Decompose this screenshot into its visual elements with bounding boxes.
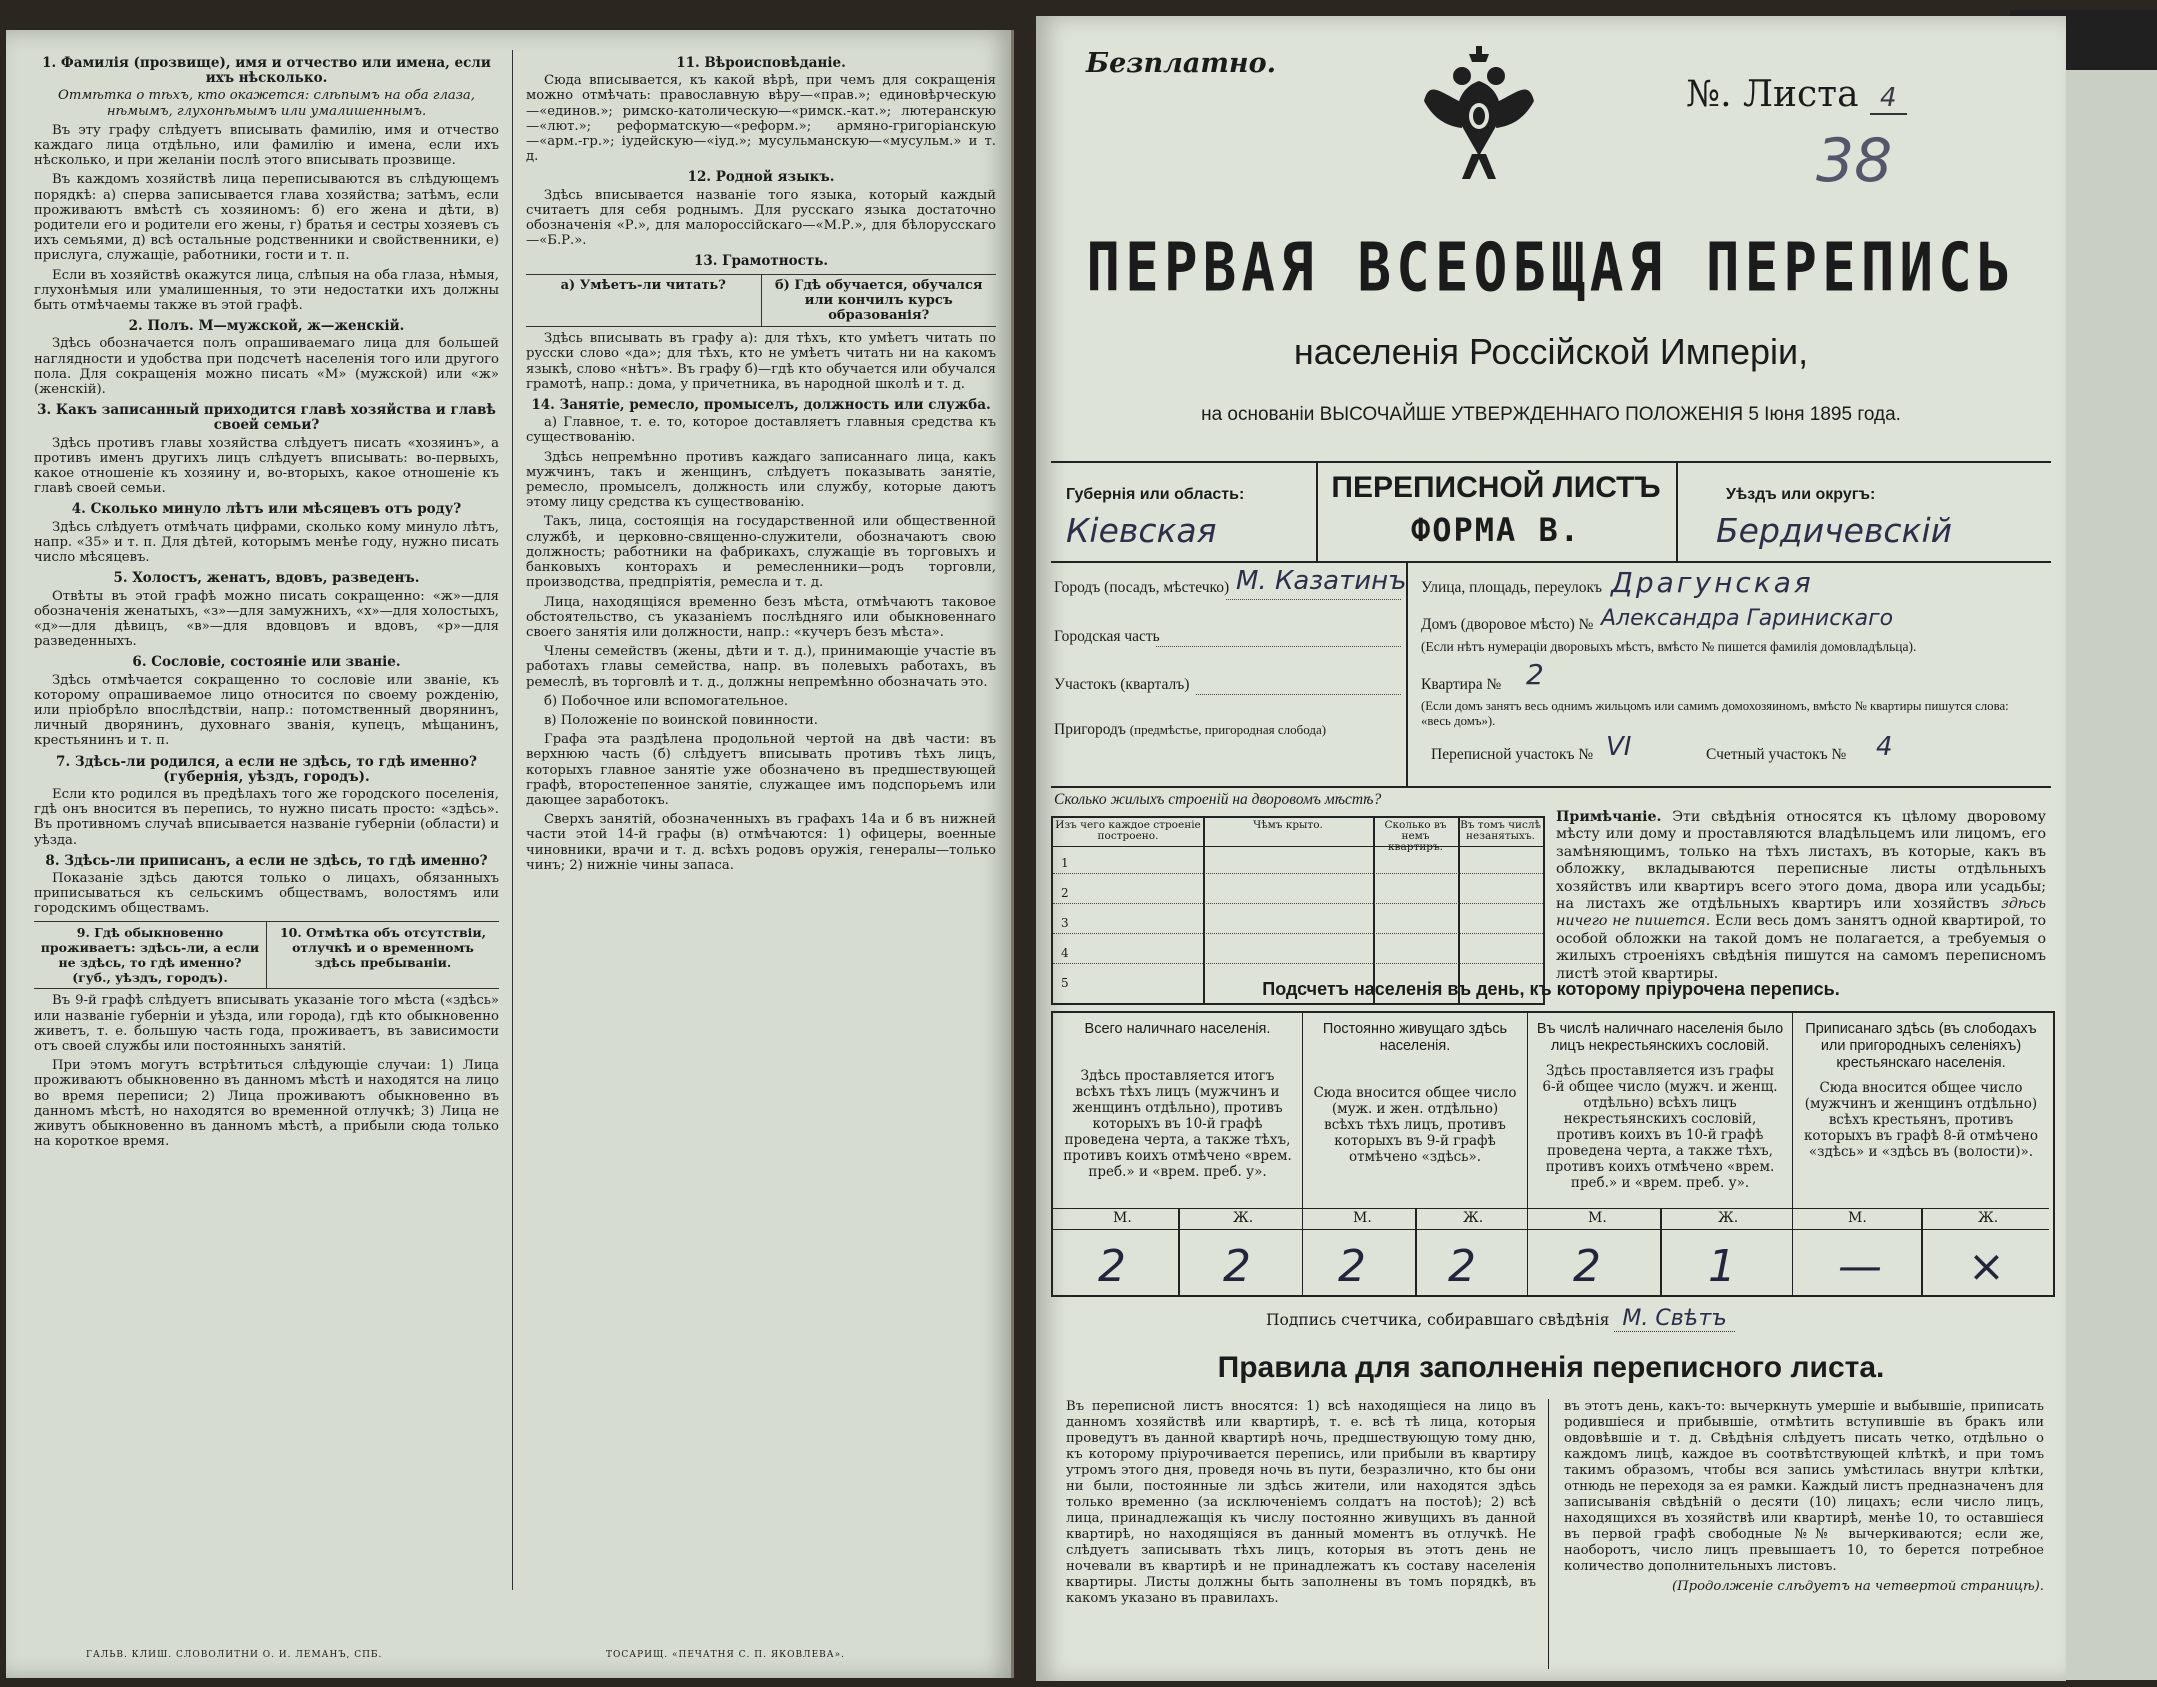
count-col-present-head: Всего наличнаго населенія. — [1084, 1021, 1271, 1037]
buildings-row-5: 5 — [1061, 976, 1069, 990]
buildings-note — [1556, 809, 2046, 983]
instruction-heading: 12. Родной языкъ. — [687, 169, 835, 186]
free-label: Безплатно. — [1086, 48, 1277, 79]
buildings-vline-3 — [1458, 818, 1460, 1003]
male-label: М. — [1588, 1210, 1607, 1226]
buildings-row-4: 4 — [1061, 946, 1069, 960]
instruction-paragraph: Въ эту графу слѣдуетъ вписывать фамилію, имя и отчество каждаго лица отдѣльно, или фамилію и имена, если ихъ нѣсколько, и при желаніи послѣ этого вписывать прозвище. — [34, 122, 499, 169]
note-text: Эти свѣдѣнія относятся къ цѣлому дворовому мѣсту или дому и проставляются владѣльцемъ или лицомъ, его замѣняющимъ, только на тѣхъ листахъ, въ которые, какъ въ обложку, вкладываются переписные листы отдѣльныхъ хозяйствъ или квартиръ всего этого дома, дворa или усадьбы; на листахъ же отдѣльныхъ квартиръ или хозяйствъ — [1556, 809, 2046, 913]
buildings-question: Сколько жилыхъ строеній на дворовомъ мѣстѣ? — [1054, 791, 1382, 808]
instruction-paragraph: Члены семействъ (жены, дѣти и т. д.), принимающіе участіе въ работахъ главы семейства, напр. въ полевыхъ работахъ, въ ремеслѣ, въ торговлѣ и т. д., должны непремѣнно обозначать это. — [526, 644, 996, 690]
buildings-col-apartments: Сколько въ немъ квартиръ. — [1384, 819, 1447, 853]
count-col-present-desc: Здѣсь проставляется итогъ всѣхъ тѣхъ лицъ (мужчинъ и женщинъ отдѣльно), противъ которыхъ въ 10-й графѣ проведена черта, а также тѣхъ, противъ коихъ отмѣчено «врем. преб.» и «врем. преб. у». — [1063, 1068, 1292, 1180]
count-nonpeasant-female: 1 — [1708, 1241, 1736, 1292]
suburb-hint: (предмѣстье, пригородная слобода) — [1129, 722, 1327, 737]
population-count-heading: Подсчетъ населенія въ день, къ которому пріурочена перепись. — [1262, 979, 1840, 999]
instruction-paragraph: Въ каждомъ хозяйствѣ лица переписываются въ слѣдующемъ порядкѣ: а) сперва записывается глава хозяйства; затѣмъ, если проживаютъ вмѣстѣ съ хозяиномъ: б) его жена и дѣти, в) родители его и родители его жены, г) братья и сестры хозяевъ съ ихъ семьями, д) всѣ остальные родственники и свойственники, е) прислуга, служащіе, работники, гости и т. п. — [34, 172, 499, 264]
instruction-paragraph: Сверхъ занятій, обозначенныхъ въ графахъ 14а и б въ нижней части этой 14-й графы (в) отмѣчаются: 1) офицеры, военные чиновники, врачи и т. д. всѣхъ родовъ оружія, генералы—только чинъ; 2) нижніе чины запаса. — [526, 812, 996, 873]
buildings-row-2: 2 — [1061, 886, 1069, 900]
address-rule-bottom — [1051, 786, 2051, 788]
instruction-paragraph: Здѣсь слѣдуетъ отмѣчать цифрами, сколько кому минуло лѣтъ, напр. «35» и т. п. Для дѣтей, которымъ менѣе году, нужно писать число мѣсяцевъ. — [34, 519, 499, 566]
imprint-left: ГАЛЬВ. КЛИШ. СЛОВОЛИТНИ О. И. ЛЕМАНЪ, СПБ. — [86, 1650, 383, 1660]
uezd-label: Уѣздъ или округъ: — [1726, 486, 1876, 503]
count-col-nonpeasant-split — [1660, 1208, 1662, 1295]
guberniya-label: Губернія или область: — [1066, 486, 1245, 503]
census-form-page — [1036, 16, 2066, 1681]
instruction-paragraph: Здѣсь обозначается полъ опрашиваемаго лица для большей наглядности и удобства при подсчетѣ населенія того или другого пола. Для сокращенія можно писать «М» (мужской) или «ж» (женскій). — [34, 336, 499, 398]
male-label: М. — [1848, 1210, 1867, 1226]
town-underline — [1226, 599, 1401, 600]
count-col-permanent-split — [1415, 1208, 1417, 1295]
count-peasant-female: × — [1968, 1241, 2005, 1292]
enumerator-signature — [1266, 1306, 1735, 1331]
instruction-paragraph: Показаніе здѣсь даются только о лицахъ, обязанныхъ приписываться къ сельскимъ обществамъ, волостямъ или городскимъ обществамъ. — [34, 870, 499, 917]
question-9-10-header — [34, 921, 499, 990]
count-col-permanent-head: Постоянно живущаго здѣсь населенія. — [1322, 1021, 1508, 1054]
rules-text-right — [1564, 1399, 2044, 1595]
count-col-present-split — [1178, 1208, 1180, 1295]
count-nonpeasant-male: 2 — [1573, 1241, 1601, 1292]
signature-label: Подпись счетчика, собиравшаго свѣдѣнія — [1266, 1311, 1610, 1329]
count-permanent-male: 2 — [1338, 1241, 1366, 1292]
instructions-column-right — [526, 50, 996, 877]
instruction-paragraph: а) Главное, т. е. то, которое доставляетъ главныя средства къ существованію. — [526, 415, 996, 446]
count-col-permanent — [1303, 1013, 1528, 1295]
instruction-heading: 7. Здѣсь-ли родился, а если не здѣсь, то гдѣ именно? (губернія, уѣздъ, городъ). — [56, 753, 477, 785]
instruction-heading: 3. Какъ записанный приходится главѣ хозяйства и главѣ своей семьи? — [37, 402, 496, 434]
rules-text-left: Въ переписной листъ вносятся: 1) всѣ находящіеся на лицо въ данномъ хозяйствѣ или квартирѣ, т. е. всѣ тѣ лица, которыя проведутъ въ данной квартирѣ ночь, предшествующую тому дню, къ которому пріурочивается перепись, или прибыли въ квартиру утромъ этого дня, проведя ночь въ пути, безразлично, кто бы они ни были, постоянные ли здѣсь жители, или находятся здѣсь только временно (за исключеніемъ солдатъ на постоѣ); 2) всѣ лица, принадлежащія къ числу постоянно живущихъ въ данной квартирѣ, но находящіяся въ данный моментъ въ отлучкѣ. Не слѣдуетъ записывать тѣхъ лицъ, которыя въ этотъ день не ночевали въ квартирѣ и не принадлежатъ къ составу населенія квартиры. Листы должны быть заполнены въ томъ порядкѣ, въ какомъ указано въ правилахъ. — [1066, 1399, 1536, 1606]
question-9-10-header-1: 9. Гдѣ обыкновенно проживаетъ: здѣсь-ли, а если не здѣсь, то гдѣ именно? (губ., уѣздъ, городъ). — [34, 922, 267, 989]
instruction-heading: 8. Здѣсь-ли приписанъ, а если не здѣсь, то гдѣ именно? — [45, 852, 488, 869]
count-present-male: 2 — [1098, 1241, 1126, 1292]
form-letter-title: ФОРМА В. — [1410, 511, 1582, 549]
street-label: Улица, площадь, переулокъ — [1421, 579, 1602, 596]
town-label: Городъ (посадъ, мѣстечко) — [1054, 579, 1230, 596]
female-label: Ж. — [1233, 1210, 1254, 1226]
instruction-paragraph: Здѣсь непремѣнно противъ каждаго записаннаго лица, какъ мужчинъ, такъ и женщинъ, слѣдуетъ показывать занятіе, ремесло, промыселъ, должность или службу, которые даютъ этому лицу средства къ существованію. — [526, 449, 996, 511]
question-9-10-header-2: 10. Отмѣтка объ отсутствіи, отлучкѣ и о временномъ здѣсь пребываніи. — [279, 924, 487, 970]
form-subtitle: населенія Россійской Имперіи, — [1293, 331, 1809, 372]
census-district-label: Переписной участокъ № — [1431, 746, 1594, 763]
imprint-right: ТОСАРИЩ. «ПЕЧАТНЯ С. П. ЯКОВЛЕВА». — [606, 1650, 845, 1660]
count-col-nonpeasant-desc: Здѣсь проставляется изъ графы 6-й общее число (мужч. и женщ. отдѣльно) всѣхъ лицъ некрестьянскихъ сословій, противъ коихъ въ 10-й графѣ проведена черта, а также тѣхъ, противъ коихъ отмѣчено «врем. преб.» и «врем. преб. у». — [1542, 1063, 1778, 1191]
buildings-col-vacant: Въ томъ числѣ незанятыхъ. — [1460, 819, 1541, 842]
count-permanent-female: 2 — [1448, 1241, 1476, 1292]
buildings-row-line-1 — [1053, 873, 1543, 874]
district-underline — [1196, 694, 1401, 695]
instruction-heading: 4. Сколько минуло лѣтъ или мѣсяцевъ отъ роду? — [71, 501, 462, 518]
instruction-heading: 6. Сословіе, состояніе или званіе. — [132, 654, 401, 671]
counting-district-label: Счетный участокъ № — [1706, 746, 1847, 763]
count-peasant-male: — — [1838, 1241, 1882, 1292]
house-label: Домъ (дворовое мѣсто) № — [1421, 616, 1594, 633]
house-hint: (Если нѣтъ нумераціи дворовыхъ мѣстъ, вмѣсто № пишется фамилія домовладѣльца). — [1421, 639, 1917, 654]
form-legal-basis: на основаніи ВЫСОЧАЙШЕ УТВЕРЖДЕННАГО ПОЛОЖЕНІЯ 5 Іюня 1895 года. — [1201, 404, 1901, 425]
instruction-paragraph: Графа эта раздѣлена продольной чертой на двѣ части: въ верхнюю часть (б) слѣдуетъ вписывать противъ тѣхъ лицъ, которыхъ главное занятіе уже обозначено въ предшествующей графѣ, второстепенное занятіе, служащее имъ подспорьемъ или дающее заработокъ. — [526, 732, 996, 808]
male-label: М. — [1113, 1210, 1132, 1226]
rules-divider — [1548, 1399, 1549, 1669]
instruction-heading: 14. Занятіе, ремесло, промыселъ, должность или служба. — [531, 397, 991, 414]
female-label: Ж. — [1463, 1210, 1484, 1226]
count-col-peasant-split — [1921, 1208, 1923, 1295]
suburb-label — [1054, 721, 1326, 739]
instruction-paragraph: Здѣсь вписывать въ графу а): для тѣхъ, кто умѣетъ читать по русски слово «да»; для тѣхъ, кто не умѣетъ читать ни на какомъ языкѣ, слово «нѣтъ». Въ графу б)—гдѣ кто обучается или обучался грамотѣ, напр.: дома, у причетника, въ народной школѣ и т. д. — [526, 331, 996, 392]
sheet-number — [1686, 74, 1907, 115]
female-label: Ж. — [1978, 1210, 1999, 1226]
guberniya-value: Кіевская — [1066, 511, 1217, 550]
district-label: Участокъ (кварталъ) — [1054, 676, 1190, 693]
instruction-paragraph: в) Положеніе по воинской повинности. — [544, 712, 818, 728]
buildings-table-header — [1053, 818, 1543, 853]
count-present-female: 2 — [1223, 1241, 1251, 1292]
note-italic: здѣсь ничего не пишется. — [1556, 896, 2046, 930]
census-district-value: VI — [1606, 732, 1632, 762]
uezd-value: Бердичевскій — [1716, 511, 1953, 550]
count-col-nonpeasant — [1528, 1013, 1793, 1295]
male-label: М. — [1353, 1210, 1372, 1226]
instructions-page — [6, 30, 1014, 1678]
instruction-heading: 2. Полъ. М—мужской, ж—женскій. — [128, 318, 405, 335]
instruction-heading: 11. Вѣроисповѣданіе. — [676, 55, 846, 71]
instruction-paragraph: Отвѣты въ этой графѣ можно писать сокращенно: «ж»—для обозначенія женатыхъ, «з»—для замужнихъ, «х»—для холостыхъ, «д»—для дѣвицъ, «в»—для вдовцовъ и вдовъ, «р»—для разведенныхъ. — [34, 588, 499, 650]
buildings-vline-1 — [1203, 818, 1205, 1003]
sheet-title: ПЕРЕПИСНОЙ ЛИСТЪ — [1331, 471, 1661, 504]
note-text-2: Если весь домъ занятъ одной квартирой, то особой обложки на такой домъ не полагается, а требуемыя о жилыхъ строеніяхъ свѣдѣнія пишутся на самомъ переписномъ листѣ этой квартиры. — [1556, 913, 2047, 982]
instruction-paragraph: Здѣсь отмѣчается сокращенно то сословіе или званіе, къ которому опрашиваемое лицо относится по своему рожденію, или пріобрѣло впослѣдствіи, напр.: потомственный дворянинъ, личный дворянинъ, духовнаго званія, купецъ, мѣщанинъ, крестьянинъ и т. п. — [34, 672, 499, 749]
town-value: М. Казатинъ — [1236, 566, 1407, 596]
apartment-label: Квартира № — [1421, 676, 1502, 693]
apartment-hint: (Если домъ занятъ весь однимъ жильцомъ или самимъ домохозяиномъ, вмѣсто № квартиры пишутся слова: «весь домъ»). — [1421, 699, 2009, 728]
count-col-peasant-head: Приписанаго здѣсь (въ слободахъ или пригородныхъ селеніяхъ) крестьянскаго населенія. — [1805, 1021, 2037, 1071]
instruction-paragraph: Здѣсь противъ главы хозяйства слѣдуетъ писать «хозяинъ», а противъ именъ другихъ лицъ слѣдуетъ вписывать: во-первыхъ, какое отношеніе къ хозяину и, во-вторыхъ, какое отношеніе къ главѣ своей семьи. — [34, 435, 499, 497]
form-main-title: ПЕРВАЯ ВСЕОБЩАЯ ПЕРЕПИСЬ — [1086, 229, 2016, 308]
buildings-row-line-3 — [1053, 933, 1543, 934]
street-value: Драгунская — [1611, 566, 1814, 599]
column-divider — [512, 50, 513, 1590]
count-col-present — [1053, 1013, 1303, 1295]
signature-value: М. Свѣтъ — [1614, 1306, 1734, 1332]
instruction-paragraph: При этомъ могутъ встрѣтиться слѣдующіе случаи: 1) Лица проживаютъ обыкновенно въ данномъ мѣстѣ и находятся на лицо во время переписи; 2) Лица проживаютъ обыкновенно въ данномъ мѣстѣ, но находятся во временной отлучкѣ; 3) Лица не живутъ обыкновенно въ данномъ мѣстѣ, а прибыли сюда только на короткое время. — [34, 1058, 499, 1150]
question-13-header-1: а) Умѣетъ-ли читать? — [526, 275, 762, 327]
count-col-nonpeasant-head: Въ числѣ наличнаго населенія было лицъ некрестьянскихъ сословій. — [1536, 1021, 1784, 1054]
header-rule-right — [1676, 461, 1678, 561]
instruction-heading: 5. Холостъ, женатъ, вдовъ, разведенъ. — [113, 570, 420, 587]
buildings-row-3: 3 — [1061, 916, 1069, 930]
instruction-paragraph: Въ 9-й графѣ слѣдуетъ вписывать указаніе того мѣста («здѣсь» или названіе губерніи и уѣзда, или города), гдѣ кто обыкновенно живетъ, т. е. большую часть года, проживаетъ, въ зависимости отъ своей службы или постоянныхъ занятій. — [34, 993, 499, 1054]
instructions-column-left — [34, 50, 499, 1153]
suburb-label-text: Пригородъ — [1054, 721, 1126, 738]
instruction-paragraph: б) Побочное или вспомогательное. — [544, 693, 789, 709]
buildings-col-material: Изъ чего каждое строеніе построено. — [1055, 819, 1201, 842]
count-col-permanent-desc: Сюда вносится общее число (муж. и жен. отдѣльно) всѣхъ тѣхъ лицъ, противъ которыхъ въ 9-й графѣ отмѣчено «здѣсь». — [1313, 1085, 1517, 1165]
double-headed-eagle-emblem — [1424, 46, 1534, 186]
instruction-paragraph: Если въ хозяйствѣ окажутся лица, слѣпыя на оба глаза, нѣмыя, глухонѣмыя или умалишенныя, то эти недостатки ихъ должны быть отмѣчаемы также въ этой графѣ. — [34, 267, 499, 314]
apartment-value: 2 — [1526, 658, 1544, 691]
note-heading: Примѣчаніе. — [1556, 809, 1662, 825]
rules-title: Правила для заполненія переписного листа. — [1217, 1351, 1885, 1384]
female-label: Ж. — [1718, 1210, 1739, 1226]
buildings-row-line-2 — [1053, 903, 1543, 904]
header-rule-top — [1051, 461, 2051, 463]
question-13-header-2: б) Гдѣ обучается, обучался или кончилъ курсъ образованія? — [775, 277, 983, 324]
buildings-vline-2 — [1373, 818, 1375, 1003]
header-rule-bottom — [1051, 561, 2051, 563]
instruction-paragraph: Такъ, лица, состоящія на государственной или общественной службѣ, и церковно-священно-служители, обозначаютъ свою должность; работники на фабрикахъ, служащіе въ торговыхъ и банковыхъ конторахъ и ремесленники—родъ торговли, производства, предпріятія, ремесла и т. д. — [526, 514, 996, 591]
sheet-number-value: 4 — [1870, 83, 1907, 115]
population-count-table — [1051, 1011, 2055, 1297]
city-part-underline — [1156, 646, 1401, 647]
buildings-row-1: 1 — [1061, 856, 1069, 870]
count-col-peasant-desc: Сюда вносится общее число (мужчинъ и женщинъ отдѣльно) всѣхъ крестьянъ, противъ которыхъ въ графѣ 8-й отмѣчено «здѣсь» и «здѣсь въ (волости)». — [1803, 1080, 2038, 1160]
instruction-heading: 13. Грамотность. — [693, 253, 829, 270]
buildings-table — [1051, 816, 1545, 1005]
instruction-paragraph: Здѣсь вписывается названіе того языка, который каждый считаетъ для себя роднымъ. Для русскаго языка достаточно обозначенія «Р.», для малороссійскаго—«М.Р.», для бѣлорусскаго—«Б.Р.». — [526, 187, 996, 249]
handwritten-number: 38 — [1816, 126, 1893, 196]
instruction-heading: 1. Фамилія (прозвище), имя и отчество или имена, если ихъ нѣсколько. — [42, 55, 491, 87]
rules-text-right-body: въ этотъ день, какъ-то: вычеркнуть умершіе и выбывшіе, приписать родившіеся и прибывшіе, отмѣтить вступившіе въ бракъ или овдовѣвшіе и т. д. Свѣдѣнія слѣдуетъ писать четко, отдѣльно о каждомъ лицѣ, каждое въ соотвѣтствующей клѣткѣ, и при томъ такимъ образомъ, чтобы вся запись умѣстилась внутри клѣтки, отнюдь не переходя за ея рамки. Каждый листъ предназначенъ для записыванія свѣдѣній о десяти (10) лицахъ; если число лицъ, находящихся въ хозяйствѣ или квартирѣ, менѣе 10, то оставшіеся въ первой графѣ свободные №№ вычеркиваются; если же, наоборотъ, число лицъ превышаетъ 10, то берется потребное количество дополнительныхъ листовъ. — [1564, 1399, 2044, 1574]
instruction-paragraph: Если кто родился въ предѣлахъ того же городского поселенія, гдѣ онъ вносится въ перепись, то нужно писать просто: «здѣсь». Въ противномъ случаѣ вписывается названіе губерніи (области) и уѣзда. — [34, 786, 499, 848]
counting-district-value: 4 — [1876, 732, 1893, 762]
rules-continued: (Продолженіе слѣдуетъ на четвертой страницѣ). — [1672, 1579, 2044, 1594]
house-value: Александра Гаринискаго — [1601, 606, 1894, 631]
sheet-number-label: №. Листа — [1686, 74, 1859, 115]
instruction-subheading: Отмѣтка о тѣхъ, кто окажется: слѣпымъ на оба глаза, нѣмымъ, глухонѣмымъ или умалишеннымъ. — [58, 88, 475, 119]
instruction-paragraph: Лица, находящіяся временно безъ мѣста, отмѣчаютъ таковое обстоятельство, съ указаніемъ послѣдняго или обыкновеннаго своего занятія или должности, напр.: «кучеръ безъ мѣста». — [526, 594, 996, 640]
instruction-paragraph: Сюда вписывается, къ какой вѣрѣ, при чемъ для сокращенія можно отмѣчать: православную вѣру—«прав.»; единовѣрческую—«единов.»; римско-католическую—«римск.-кат.»; лютеранскую—«лют.»; реформатскую—«реформ.»; армяно-григоріанскую—«арм.-гр.»; іудейскую—«іуд.»; мусульманскую—«мусульм.» и т. д. — [526, 73, 996, 165]
buildings-col-roof: Чѣмъ крыто. — [1253, 819, 1323, 831]
count-col-peasant — [1793, 1013, 2049, 1295]
question-13-header — [526, 274, 996, 328]
city-part-label: Городская часть — [1054, 628, 1160, 645]
buildings-row-line-4 — [1053, 963, 1543, 964]
